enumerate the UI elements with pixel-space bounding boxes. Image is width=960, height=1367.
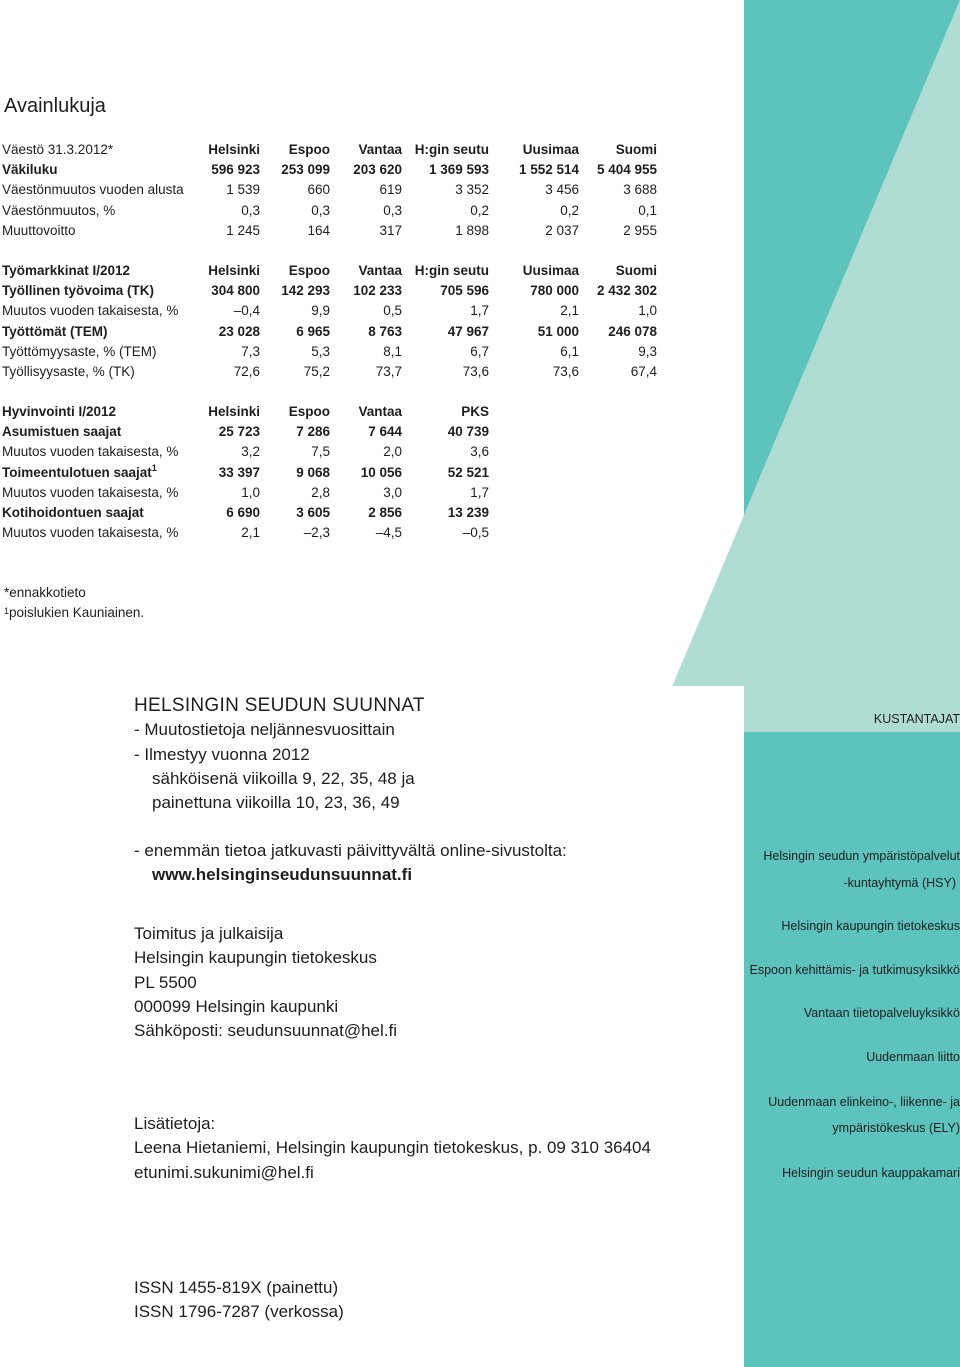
cell: 13 239 (447, 505, 489, 521)
col-vantaa: Vantaa (358, 141, 402, 157)
cell: 6 690 (226, 505, 260, 521)
contact-email: etunimi.sukunimi@hel.fi (134, 1162, 314, 1182)
cell: 1 245 (226, 222, 260, 238)
cell: 1,0 (638, 303, 657, 319)
table-row (2, 220, 657, 240)
cell: 0,3 (311, 202, 330, 218)
publishers-heading: KUSTANTAJAT (873, 712, 960, 726)
col-uusimaa: Uusimaa (522, 141, 579, 157)
editor-email: Sähköposti: seudunsuunnat@hel.fi (134, 1021, 397, 1041)
col-helsinki: Helsinki (208, 141, 260, 157)
cell: 72,6 (233, 364, 260, 380)
editor-line: PL 5500 (134, 972, 197, 992)
publisher-item: Helsingin seudun ympäristöpalvelut (763, 849, 960, 863)
table-row (2, 280, 657, 300)
footnote-marker: 1 (151, 462, 157, 473)
row-label: Asumistuen saajat (2, 423, 122, 439)
cell: 0,3 (241, 202, 260, 218)
cell: 2,8 (311, 484, 330, 500)
publisher-item: Uudenmaan liitto (866, 1050, 960, 1064)
cell: 47 967 (447, 323, 489, 339)
welfare-section-title: Hyvinvointi I/2012 (2, 403, 117, 419)
issn-info (134, 1276, 734, 1325)
cell: 3 456 (545, 182, 579, 198)
cell: 7,3 (241, 343, 260, 359)
cell: 2 037 (545, 222, 579, 238)
cell: 3 688 (623, 182, 657, 198)
footnote-preliminary: *ennakkotieto (4, 585, 86, 600)
cell: 2 955 (623, 222, 657, 238)
cell: 2 432 302 (596, 282, 657, 298)
cell: 7,5 (311, 444, 330, 460)
cell: 23 028 (218, 323, 260, 339)
cell: 780 000 (530, 282, 579, 298)
labour-table (2, 260, 657, 382)
col-pks: PKS (461, 403, 489, 419)
col-hgin-seutu: H:gin seutu (414, 262, 489, 278)
table-row (2, 502, 489, 522)
cell: 2,0 (383, 444, 402, 460)
table-row (2, 301, 657, 321)
cell: 142 293 (281, 282, 330, 298)
col-helsinki: Helsinki (208, 262, 260, 278)
labour-header-row (2, 260, 657, 280)
publisher-item: ympäristökeskus (ELY) (832, 1121, 960, 1135)
cell: 6,1 (560, 343, 579, 359)
footnotes (4, 583, 144, 623)
cell: 0,3 (383, 202, 402, 218)
welfare-table (2, 401, 489, 543)
cell: 51 000 (537, 323, 579, 339)
table-row (2, 159, 657, 179)
page-title: Avainlukuja (4, 95, 106, 117)
cell: 5 404 955 (596, 161, 657, 177)
col-espoo: Espoo (288, 403, 330, 419)
cell: 0,2 (470, 202, 489, 218)
cell: 6 965 (296, 323, 330, 339)
footnote-text: poislukien Kauniainen. (9, 605, 145, 620)
cell: 25 723 (218, 423, 260, 439)
cell: 9,9 (311, 303, 330, 319)
cell: –0,5 (462, 525, 489, 541)
publication-bullet-2-line-3: painettuna viikoilla 10, 23, 36, 49 (152, 793, 400, 813)
row-label: Muutos vuoden takaisesta, % (2, 444, 179, 460)
footnote-marker: 1 (4, 606, 10, 616)
population-section-title: Väestö 31.3.2012* (2, 141, 114, 157)
table-row (2, 462, 489, 482)
row-label: Väkiluku (2, 161, 58, 177)
publication-heading: HELSINGIN SEUDUN SUUNNAT (134, 695, 425, 716)
cell: 8 763 (368, 323, 402, 339)
website-link[interactable]: www.helsinginseudunsuunnat.fi (152, 865, 413, 885)
publisher-item: Uudenmaan elinkeino-, liikenne- ja (768, 1095, 960, 1109)
col-hgin-seutu: H:gin seutu (414, 141, 489, 157)
publisher-item: Espoon kehittämis- ja tutkimusyksikkö (749, 963, 960, 977)
table-row (2, 523, 489, 543)
table-row (2, 361, 657, 381)
cell: 317 (379, 222, 402, 238)
table-row (2, 421, 489, 441)
footnote-1 (4, 603, 144, 623)
cell: 2,1 (560, 303, 579, 319)
cell: 705 596 (440, 282, 489, 298)
cell: 102 233 (353, 282, 402, 298)
row-label: Kotihoidontuen saajat (2, 505, 144, 521)
publication-bullet-3: - enemmän tietoa jatkuvasti päivittyvältä online-sivustolta: (134, 841, 567, 860)
col-suomi: Suomi (615, 141, 657, 157)
table-row (2, 442, 489, 462)
cell: 73,6 (552, 364, 579, 380)
publication-info (134, 694, 734, 815)
row-label: Työllinen työvoima (TK) (2, 282, 155, 298)
publisher-item: Vantaan tiietopalveluyksikkö (803, 1006, 960, 1020)
cell: 3 352 (455, 182, 489, 198)
col-vantaa: Vantaa (358, 262, 402, 278)
cell: 3,0 (383, 484, 402, 500)
editor-line: Toimitus ja julkaisija (134, 924, 284, 943)
cell: 75,2 (303, 364, 330, 380)
row-label: Väestönmuutos vuoden alusta (2, 182, 184, 198)
row-label: Työllisyysaste, % (TK) (2, 364, 135, 380)
publisher-item: Helsingin kaupungin tietokeskus (781, 919, 960, 933)
table-row (2, 341, 657, 361)
cell: 3 605 (296, 505, 330, 521)
online-info (134, 839, 734, 888)
cell: 7 644 (368, 423, 402, 439)
cell: 73,6 (462, 364, 489, 380)
cell: 1 539 (226, 182, 260, 198)
contact-info (134, 1112, 734, 1185)
cell: 246 078 (608, 323, 657, 339)
publisher-item: -kuntayhtymä (HSY) (843, 876, 956, 890)
cell: –2,3 (303, 525, 330, 541)
welfare-header-row (2, 401, 489, 421)
population-header-row (2, 139, 657, 159)
cell: 1,7 (470, 484, 489, 500)
cell: 73,7 (375, 364, 402, 380)
cell: 5,3 (311, 343, 330, 359)
cell: 0,1 (638, 202, 657, 218)
population-table (2, 139, 657, 240)
row-label: Muutos vuoden takaisesta, % (2, 525, 179, 541)
col-vantaa: Vantaa (358, 403, 402, 419)
editor-line: 000099 Helsingin kaupunki (134, 996, 339, 1016)
cell: 9,3 (638, 343, 657, 359)
cell: 660 (307, 182, 330, 198)
cell: 10 056 (360, 464, 402, 480)
row-label: Muutos vuoden takaisesta, % (2, 303, 179, 319)
col-espoo: Espoo (288, 262, 330, 278)
cell: 33 397 (218, 464, 260, 480)
row-label: Muutos vuoden takaisesta, % (2, 484, 179, 500)
cell: 7 286 (296, 423, 330, 439)
table-row (2, 321, 657, 341)
col-suomi: Suomi (615, 262, 657, 278)
cell: 1,0 (241, 484, 260, 500)
cell: 2 856 (368, 505, 402, 521)
cell: 164 (307, 222, 330, 238)
row-label-text: Toimeentulotuen saajat (2, 464, 152, 480)
row-label: Muuttovoitto (2, 222, 76, 238)
labour-section-title: Työmarkkinat I/2012 (2, 262, 131, 278)
editor-line: Helsingin kaupungin tietokeskus (134, 948, 377, 968)
row-label: Väestönmuutos, % (2, 202, 116, 218)
cell: 2,1 (241, 525, 260, 541)
cell: 8,1 (383, 343, 402, 359)
contact-line: Lisätietoja: (134, 1114, 216, 1133)
publication-bullet-1: - Muutostietoja neljännesvuosittain (134, 720, 395, 740)
col-helsinki: Helsinki (208, 403, 260, 419)
col-espoo: Espoo (288, 141, 330, 157)
cell: 3,2 (241, 444, 260, 460)
cell: 1,7 (470, 303, 489, 319)
cell: 40 739 (447, 423, 489, 439)
issn-line: ISSN 1455-819X (painettu) (134, 1278, 339, 1297)
cell: 52 521 (447, 464, 489, 480)
cell: 6,7 (470, 343, 489, 359)
cell: 67,4 (630, 364, 657, 380)
cell: 0,5 (383, 303, 402, 319)
table-row (2, 200, 657, 220)
editor-info (134, 922, 734, 1043)
cell: 9 068 (296, 464, 330, 480)
cell: –0,4 (233, 303, 260, 319)
cell: –4,5 (375, 525, 402, 541)
publication-bullet-2-line-2: sähköisenä viikoilla 9, 22, 35, 48 ja (152, 768, 415, 788)
cell: 0,2 (560, 202, 579, 218)
cell: 619 (379, 182, 402, 198)
table-row (2, 482, 489, 502)
table-row (2, 180, 657, 200)
issn-line: ISSN 1796-7287 (verkossa) (134, 1302, 344, 1322)
publication-bullet-2: - Ilmestyy vuonna 2012 (134, 744, 310, 764)
contact-line: Leena Hietaniemi, Helsingin kaupungin tietokeskus, p. 09 310 36404 (134, 1138, 651, 1158)
cell: 203 620 (353, 161, 402, 177)
cell: 304 800 (211, 282, 260, 298)
cell: 596 923 (211, 161, 260, 177)
publisher-item: Helsingin seudun kauppakamari (782, 1166, 960, 1180)
row-label: Työttömyysaste, % (TEM) (2, 343, 157, 359)
col-uusimaa: Uusimaa (522, 262, 579, 278)
cell: 1 369 593 (428, 161, 489, 177)
cell: 253 099 (281, 161, 330, 177)
cell: 3,6 (470, 444, 489, 460)
publisher-box (744, 690, 960, 1367)
cell: 1 552 514 (518, 161, 579, 177)
row-label (2, 462, 195, 482)
cell: 1 898 (455, 222, 489, 238)
row-label: Työttömät (TEM) (2, 323, 108, 339)
